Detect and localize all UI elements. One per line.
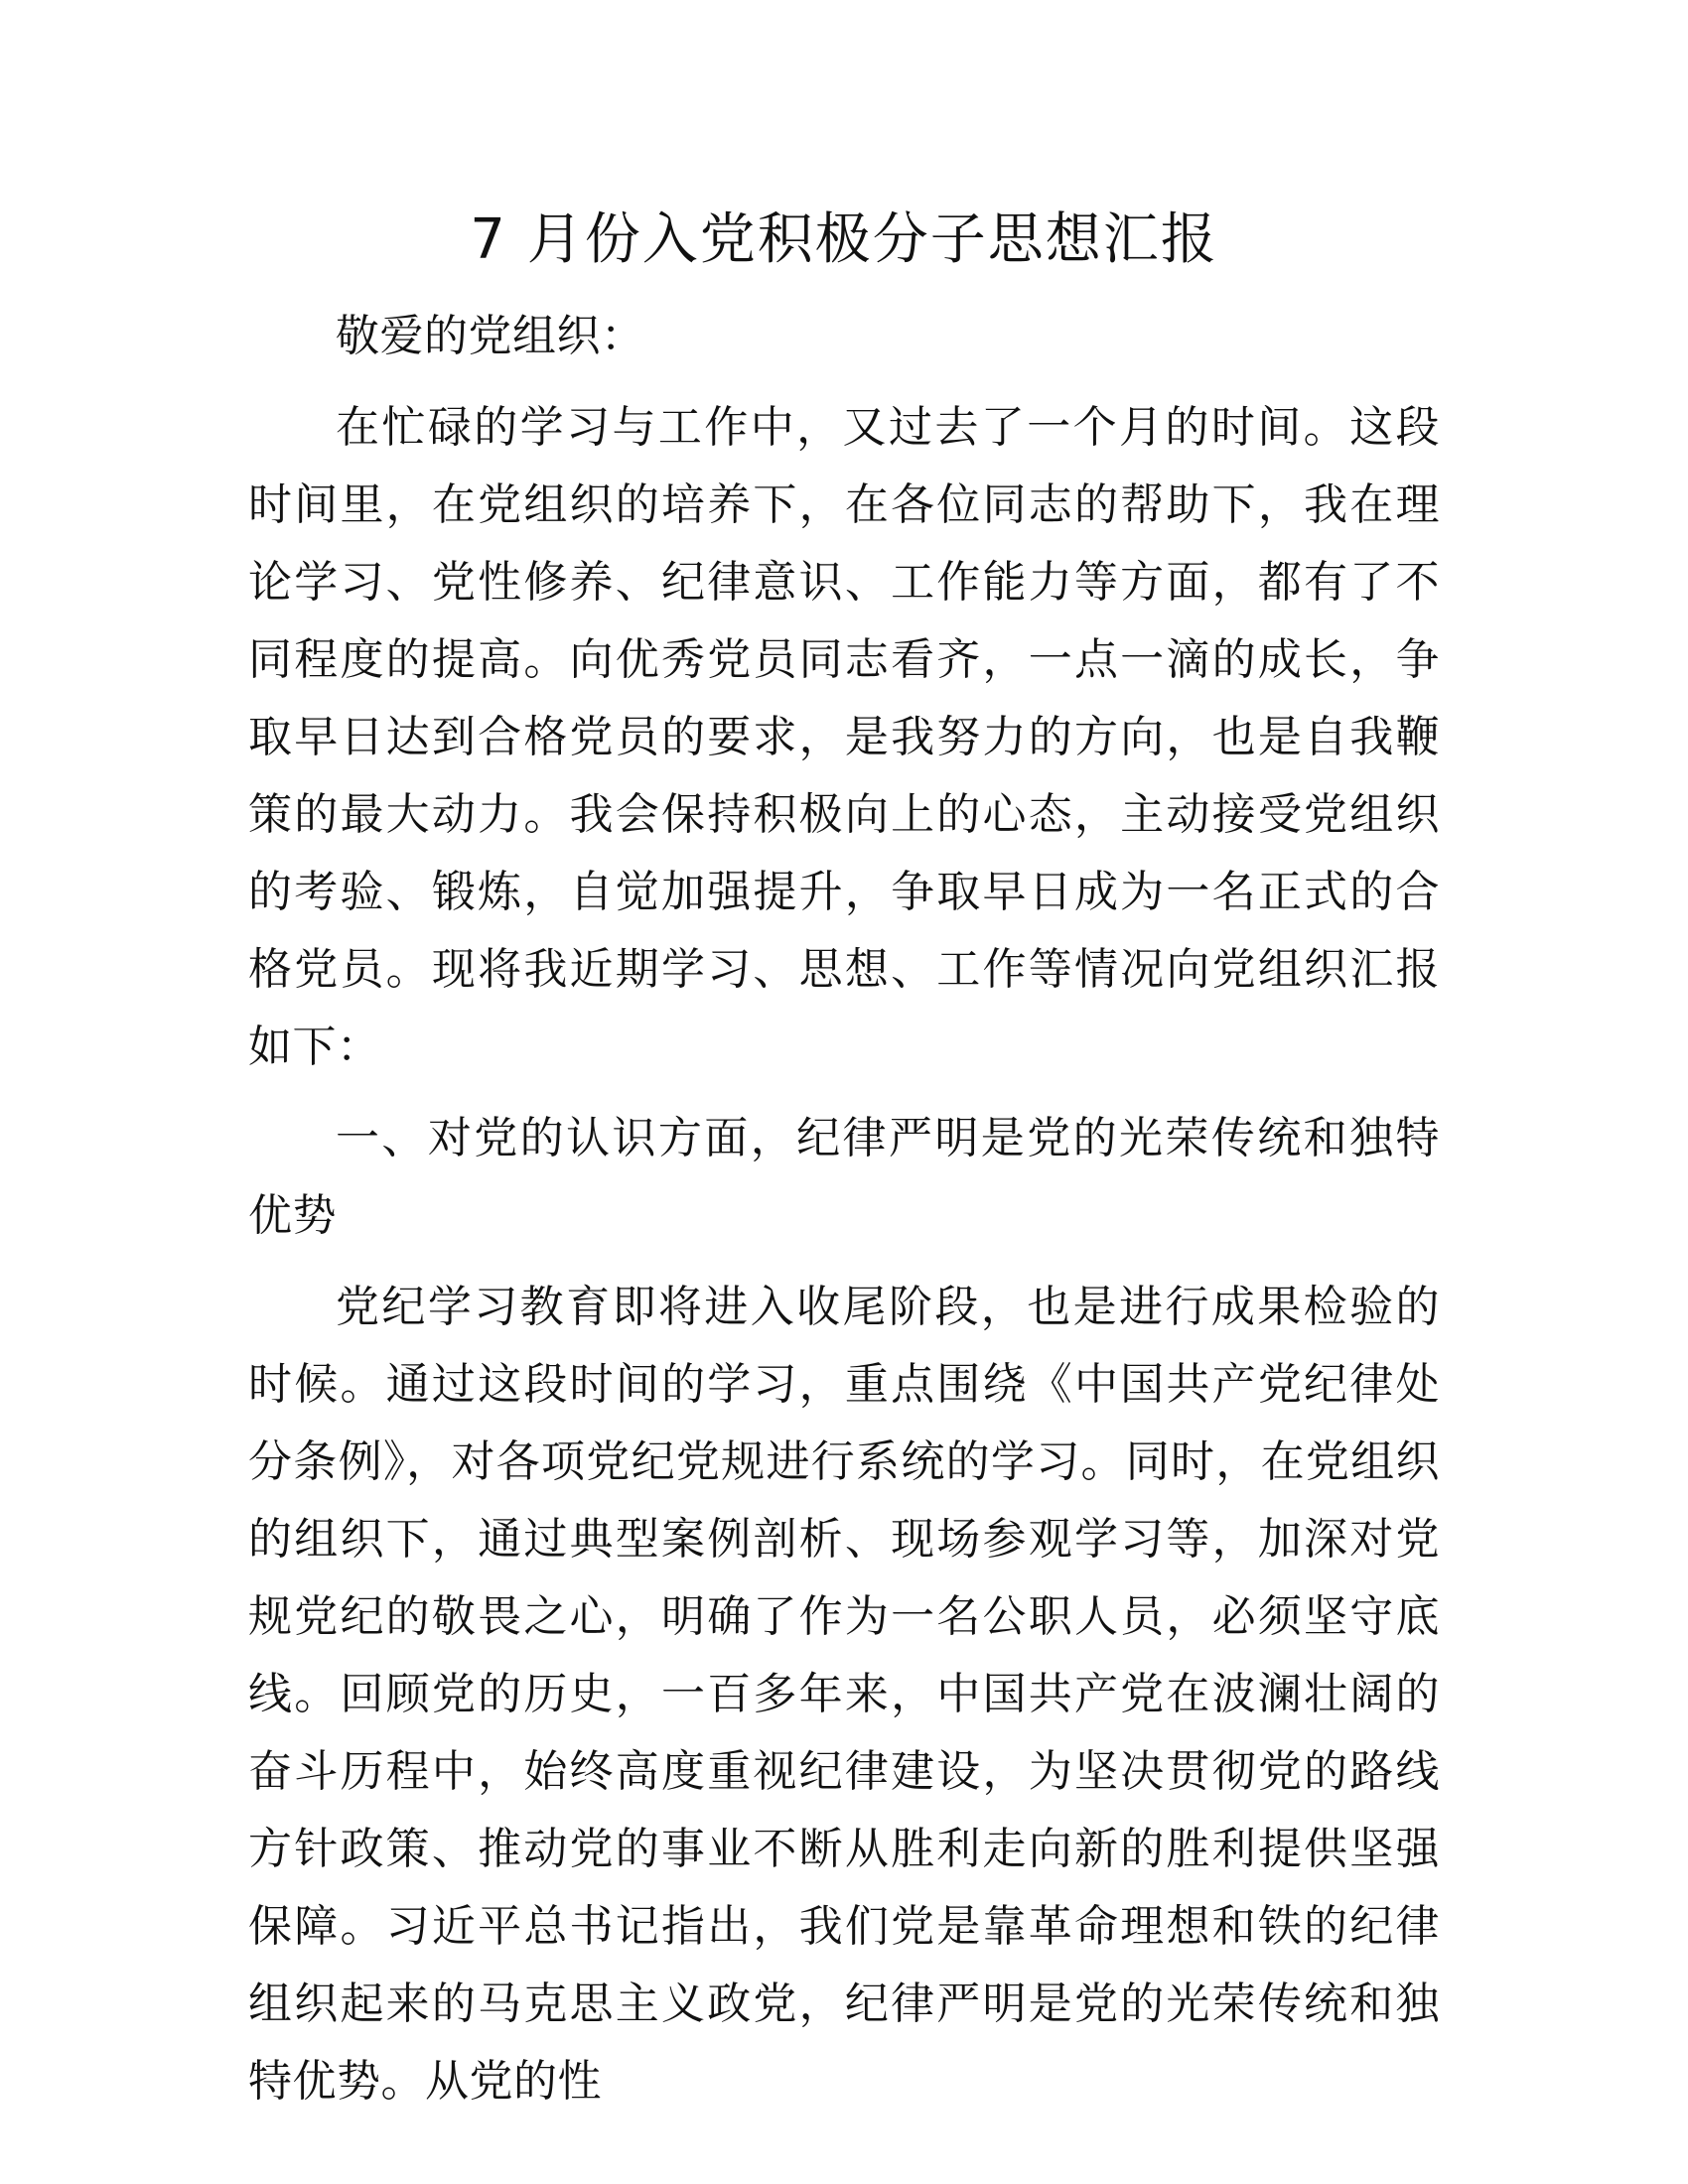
section-heading-1: 一、对党的认识方面，纪律严明是党的光荣传统和独特优势 (248, 1113, 1440, 1241)
document-page (248, 0, 1440, 2184)
intro-paragraph: 在忙碌的学习与工作中，又过去了一个月的时间。这段时间里，在党组织的培养下，在各位同志的帮助下，我在理论学习、党性修养、纪律意识、工作能力等方面，都有了不同程度的提高。向优秀党员同志看齐，一点一滴的成长，争取早日达到合格党员的要求，是我努力的方向，也是自我鞭策的最大动力。我会保持积极向上的心态，主动接受党组织的考验、锻炼，自觉加强提升，争取早日成为一名正式的合格党员。现将我近期学习、思想、工作等情况向党组织汇报如下： (248, 402, 1440, 1072)
salutation: 敬爱的党组织： (336, 311, 645, 361)
document-title: 7 月份入党积极分子思想汇报 (470, 207, 1218, 272)
document-body (248, 298, 1440, 2134)
body-paragraph: 党纪学习教育即将进入收尾阶段，也是进行成果检验的时候。通过这段时间的学习，重点围绕《中国共产党纪律处分条例》，对各项党纪党规进行系统的学习。同时，在党组织的组织下，通过典型案例剖析、现场参观学习等，加深对党规党纪的敬畏之心，明确了作为一名公职人员，必须坚守底线。回顾党的历史，一百多年来，中国共产党在波澜壮阔的奋斗历程中，始终高度重视纪律建设，为坚决贯彻党的路线方针政策、推动党的事业不断从胜利走向新的胜利提供坚强保障。习近平总书记指出，我们党是靠革命理想和铁的纪律组织起来的马克思主义政党，纪律严明是党的光荣传统和独特优势。从党的性 (248, 1282, 1440, 2107)
